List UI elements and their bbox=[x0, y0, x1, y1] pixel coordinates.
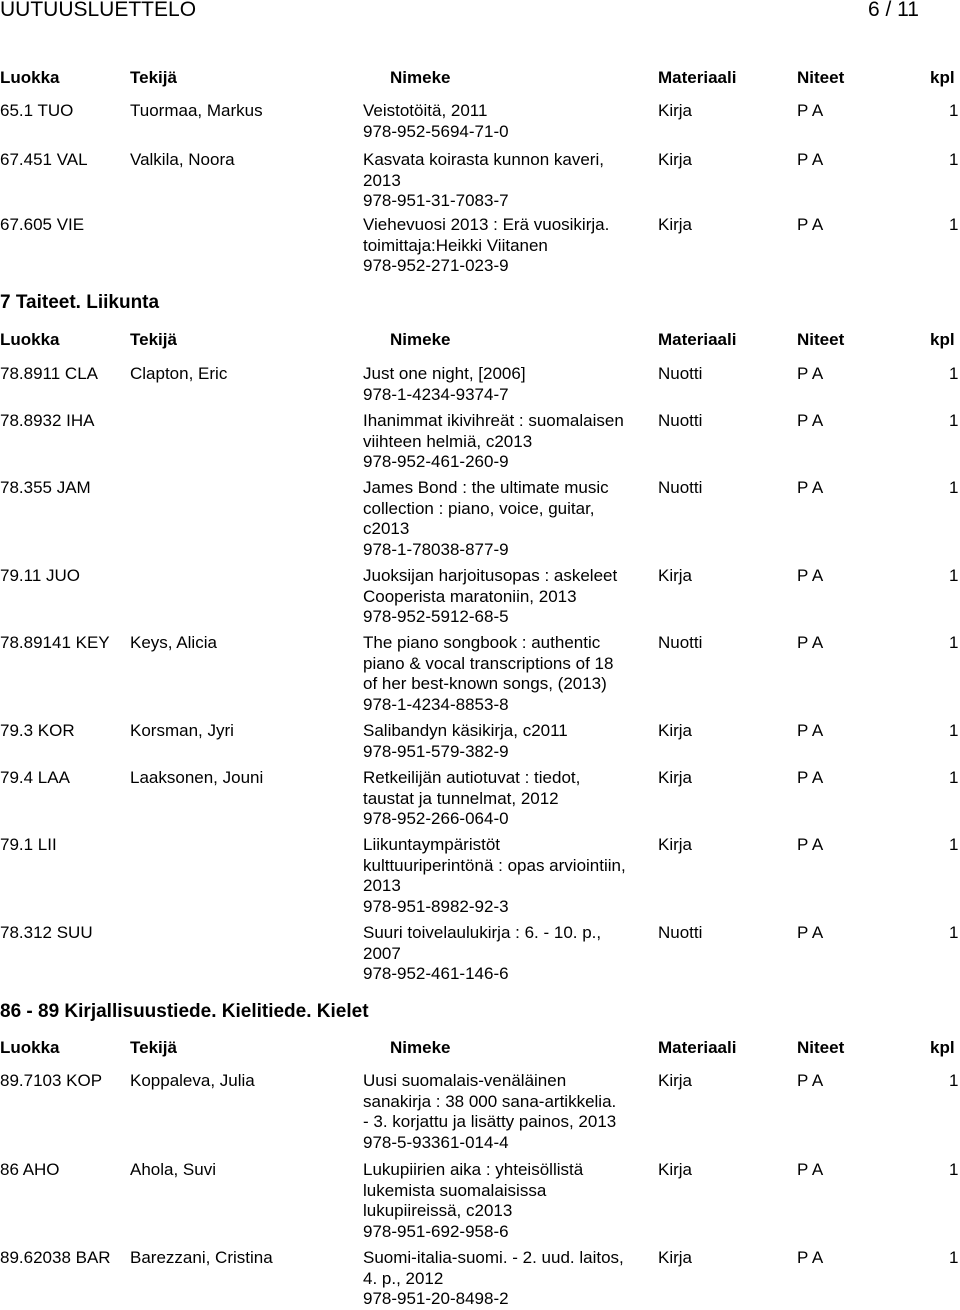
title-line: viihteen helmiä, c2013 bbox=[363, 431, 533, 451]
title-line: Suomi-italia-suomi. - 2. uud. laitos, bbox=[363, 1248, 624, 1267]
title-block bbox=[363, 835, 648, 917]
copies-location: P A bbox=[797, 835, 824, 854]
column-header-niteet: Niteet bbox=[797, 1038, 845, 1057]
title-line: Cooperista maratoniin, 2013 bbox=[363, 586, 577, 606]
title-block bbox=[363, 215, 648, 277]
copy-count: 1 bbox=[949, 150, 959, 169]
column-header-materiaali: Materiaali bbox=[658, 68, 737, 87]
title-line: of her best-known songs, (2013) bbox=[363, 674, 607, 693]
column-header-luokka: Luokka bbox=[0, 330, 60, 349]
isbn: 978-951-31-7083-7 bbox=[363, 191, 509, 210]
copies-location: P A bbox=[797, 150, 824, 169]
material-type: Kirja bbox=[658, 768, 693, 787]
title-line: Retkeilijän autiotuvat : tiedot, bbox=[363, 768, 581, 787]
isbn: 978-951-692-958-6 bbox=[363, 1221, 509, 1241]
classification: 79.4 LAA bbox=[0, 768, 70, 787]
classification: 78.355 JAM bbox=[0, 478, 91, 497]
copy-count: 1 bbox=[949, 835, 959, 854]
copies-location: P A bbox=[797, 768, 824, 787]
isbn: 978-1-4234-9374-7 bbox=[363, 384, 509, 404]
section-title: 7 Taiteet. Liikunta bbox=[0, 292, 160, 313]
column-header-kpl: kpl bbox=[930, 68, 955, 87]
title-line: kulttuuriperintönä : opas arviointiin, bbox=[363, 855, 626, 875]
column-header-row bbox=[0, 1038, 960, 1060]
copy-count: 1 bbox=[949, 364, 959, 383]
classification: 89.62038 BAR bbox=[0, 1248, 111, 1267]
material-type: Nuotti bbox=[658, 411, 703, 430]
author: Korsman, Jyri bbox=[130, 721, 234, 740]
material-type: Kirja bbox=[658, 1248, 693, 1267]
isbn: 978-952-5912-68-5 bbox=[363, 607, 509, 626]
classification: 78.89141 KEY bbox=[0, 633, 110, 652]
isbn: 978-951-8982-92-3 bbox=[363, 896, 509, 916]
title-line: collection : piano, voice, guitar, bbox=[363, 498, 595, 518]
title-line: 4. p., 2012 bbox=[363, 1268, 444, 1288]
copies-location: P A bbox=[797, 1160, 824, 1179]
column-header-materiaali: Materiaali bbox=[658, 330, 737, 349]
column-header-luokka: Luokka bbox=[0, 1038, 60, 1057]
isbn: 978-951-579-382-9 bbox=[363, 741, 509, 761]
title-line: sanakirja : 38 000 sana-artikkelia. bbox=[363, 1091, 617, 1111]
column-header-kpl: kpl bbox=[930, 1038, 955, 1057]
column-header-nimeke: Nimeke bbox=[390, 68, 451, 87]
title-block bbox=[363, 768, 648, 830]
copies-location: P A bbox=[797, 566, 824, 585]
title-line: Liikuntaympäristöt bbox=[363, 835, 501, 854]
copy-count: 1 bbox=[949, 566, 959, 585]
copy-count: 1 bbox=[949, 215, 959, 234]
copy-count: 1 bbox=[949, 101, 959, 120]
author: Tuormaa, Markus bbox=[130, 101, 263, 120]
copy-count: 1 bbox=[949, 633, 959, 652]
title-block bbox=[363, 1071, 648, 1153]
section-title: 86 - 89 Kirjallisuustiede. Kielitiede. Kielet bbox=[0, 1001, 369, 1022]
column-header-materiaali: Materiaali bbox=[658, 1038, 737, 1057]
copies-location: P A bbox=[797, 1071, 824, 1090]
isbn: 978-952-461-260-9 bbox=[363, 452, 509, 471]
classification: 79.1 LII bbox=[0, 835, 57, 854]
column-header-nimeke: Nimeke bbox=[390, 330, 451, 349]
classification: 67.605 VIE bbox=[0, 215, 85, 234]
material-type: Kirja bbox=[658, 150, 693, 169]
title-line: lukemista suomalaisissa bbox=[363, 1180, 547, 1200]
material-type: Kirja bbox=[658, 835, 693, 854]
classification: 67.451 VAL bbox=[0, 150, 88, 169]
copies-location: P A bbox=[797, 411, 824, 430]
title-line: Suuri toivelaulukirja : 6. - 10. p., bbox=[363, 923, 602, 942]
copy-count: 1 bbox=[949, 478, 959, 497]
title-line: 2013 bbox=[363, 170, 401, 190]
copy-count: 1 bbox=[949, 768, 959, 787]
author: Clapton, Eric bbox=[130, 364, 228, 383]
material-type: Kirja bbox=[658, 1160, 693, 1179]
title-block bbox=[363, 721, 648, 762]
column-header-nimeke: Nimeke bbox=[390, 1038, 451, 1057]
material-type: Kirja bbox=[658, 215, 693, 234]
material-type: Kirja bbox=[658, 101, 693, 120]
classification: 78.8911 CLA bbox=[0, 364, 98, 383]
copies-location: P A bbox=[797, 478, 824, 497]
material-type: Kirja bbox=[658, 1071, 693, 1090]
copy-count: 1 bbox=[949, 721, 959, 740]
title-block bbox=[363, 633, 648, 715]
author: Ahola, Suvi bbox=[130, 1160, 216, 1179]
author: Koppaleva, Julia bbox=[130, 1071, 255, 1090]
classification: 79.3 KOR bbox=[0, 721, 75, 740]
classification: 79.11 JUO bbox=[0, 566, 81, 585]
title-block bbox=[363, 923, 648, 985]
author: Laaksonen, Jouni bbox=[130, 768, 264, 787]
material-type: Kirja bbox=[658, 566, 693, 585]
isbn: 978-952-271-023-9 bbox=[363, 256, 509, 275]
title-line: James Bond : the ultimate music bbox=[363, 478, 609, 497]
classification: 89.7103 KOP bbox=[0, 1071, 103, 1090]
title-line: Lukupiirien aika : yhteisöllistä bbox=[363, 1160, 584, 1179]
material-type: Nuotti bbox=[658, 364, 703, 383]
isbn: 978-5-93361-014-4 bbox=[363, 1132, 509, 1152]
isbn: 978-952-5694-71-0 bbox=[363, 121, 509, 141]
title-line: 2007 bbox=[363, 943, 401, 963]
copies-location: P A bbox=[797, 1248, 824, 1267]
page-number: 6 / 11 bbox=[868, 0, 919, 21]
title-line: Salibandyn käsikirja, c2011 bbox=[363, 721, 568, 740]
copies-location: P A bbox=[797, 364, 824, 383]
column-header-tekija: Tekijä bbox=[130, 330, 177, 349]
title-line: lukupiireissä, c2013 bbox=[363, 1201, 513, 1220]
title-block bbox=[363, 478, 648, 560]
title-block bbox=[363, 101, 648, 142]
copies-location: P A bbox=[797, 101, 824, 120]
classification: 86 AHO bbox=[0, 1160, 60, 1179]
isbn: 978-951-20-8498-2 bbox=[363, 1289, 509, 1308]
title-line: - 3. korjattu ja lisätty painos, 2013 bbox=[363, 1112, 617, 1131]
copy-count: 1 bbox=[949, 411, 959, 430]
title-block bbox=[363, 411, 648, 473]
isbn: 978-952-266-064-0 bbox=[363, 809, 509, 828]
author: Barezzani, Cristina bbox=[130, 1248, 273, 1267]
title-line: Ihanimmat ikivihreät : suomalaisen bbox=[363, 411, 624, 430]
title-block bbox=[363, 364, 648, 405]
copy-count: 1 bbox=[949, 923, 959, 942]
author: Keys, Alicia bbox=[130, 633, 217, 652]
copy-count: 1 bbox=[949, 1160, 959, 1179]
title-line: piano & vocal transcriptions of 18 bbox=[363, 653, 614, 673]
title-block bbox=[363, 566, 648, 628]
author: Valkila, Noora bbox=[130, 150, 235, 169]
column-header-tekija: Tekijä bbox=[130, 68, 177, 87]
title-line: Kasvata koirasta kunnon kaveri, bbox=[363, 150, 604, 169]
classification: 78.8932 IHA bbox=[0, 411, 95, 430]
title-block bbox=[363, 1248, 648, 1310]
material-type: Nuotti bbox=[658, 633, 703, 652]
copies-location: P A bbox=[797, 215, 824, 234]
title-line: taustat ja tunnelmat, 2012 bbox=[363, 788, 559, 808]
title-line: c2013 bbox=[363, 519, 410, 538]
title-block bbox=[363, 1160, 648, 1242]
document-title: UUTUUSLUETTELO bbox=[0, 0, 197, 21]
classification: 65.1 TUO bbox=[0, 101, 74, 120]
title-line: Viehevuosi 2013 : Erä vuosikirja. bbox=[363, 215, 610, 234]
column-header-tekija: Tekijä bbox=[130, 1038, 177, 1057]
title-line: Just one night, [2006] bbox=[363, 364, 526, 383]
title-line: Uusi suomalais-venäläinen bbox=[363, 1071, 567, 1090]
column-header-niteet: Niteet bbox=[797, 68, 845, 87]
title-line: Juoksijan harjoitusopas : askeleet bbox=[363, 566, 618, 585]
title-line: The piano songbook : authentic bbox=[363, 633, 601, 652]
column-header-luokka: Luokka bbox=[0, 68, 60, 87]
column-header-row bbox=[0, 68, 960, 90]
column-header-niteet: Niteet bbox=[797, 330, 845, 349]
material-type: Nuotti bbox=[658, 923, 703, 942]
classification: 78.312 SUU bbox=[0, 923, 93, 942]
title-line: 2013 bbox=[363, 876, 401, 895]
column-header-kpl: kpl bbox=[930, 330, 955, 349]
isbn: 978-1-4234-8853-8 bbox=[363, 694, 509, 714]
isbn: 978-952-461-146-6 bbox=[363, 964, 509, 983]
isbn: 978-1-78038-877-9 bbox=[363, 539, 509, 559]
copy-count: 1 bbox=[949, 1071, 959, 1090]
title-block bbox=[363, 150, 648, 212]
title-line: toimittaja:Heikki Viitanen bbox=[363, 235, 548, 255]
material-type: Kirja bbox=[658, 721, 693, 740]
copies-location: P A bbox=[797, 923, 824, 942]
copies-location: P A bbox=[797, 633, 824, 652]
copies-location: P A bbox=[797, 721, 824, 740]
copy-count: 1 bbox=[949, 1248, 959, 1267]
column-header-row bbox=[0, 330, 960, 352]
material-type: Nuotti bbox=[658, 478, 703, 497]
title-line: Veistotöitä, 2011 bbox=[363, 101, 488, 120]
